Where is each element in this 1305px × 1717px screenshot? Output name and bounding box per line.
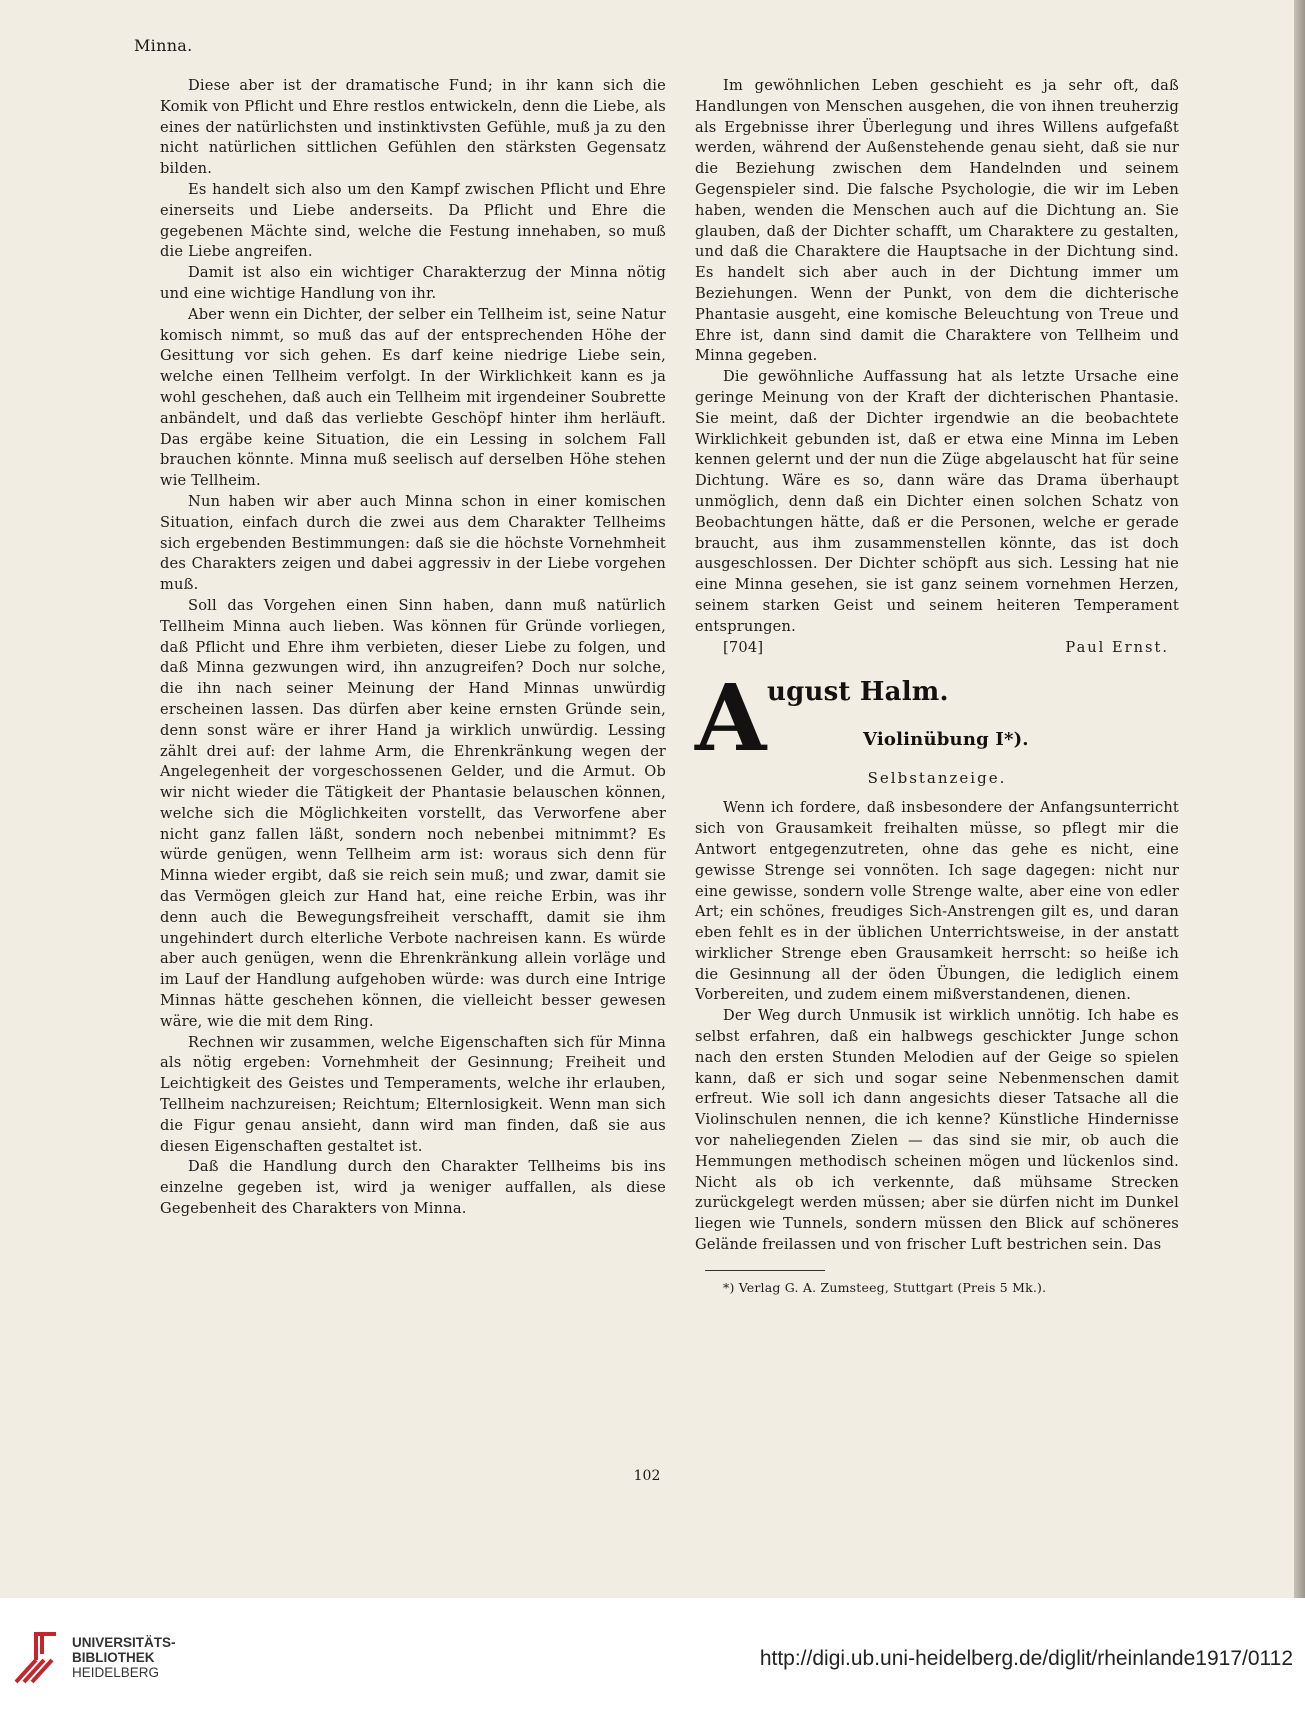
paragraph: Nun haben wir aber auch Minna schon in einer komischen Situation, einfach durch die zwei aus dem Charakter Tellheims sich ergebenden Bestimmungen: daß sie die höchste Vornehmheit des Charakters zeigen und dabei aggressiv in der Liebe vorgehen muß. xyxy=(160,492,666,594)
article-title: ugust Halm. xyxy=(767,677,949,708)
drop-cap: A xyxy=(695,664,767,773)
paragraph: Daß die Handlung durch den Charakter Tellheims bis ins einzelne gegeben ist, wird ja weniger auffallen, als diese Gegebenheit des Charakters von Minna. xyxy=(160,1158,666,1218)
source-url-link[interactable]: http://digi.ub.uni-heidelberg.de/diglit/rheinlande1917/0112 xyxy=(759,1647,1293,1670)
page-edge xyxy=(1294,0,1305,1598)
library-name-line: UNIVERSITÄTS- xyxy=(72,1635,176,1650)
library-name-line: BIBLIOTHEK xyxy=(72,1650,155,1665)
library-logo-icon xyxy=(12,1626,60,1686)
running-head: Minna. xyxy=(134,36,193,55)
paragraph: Die gewöhnliche Auffassung hat als letzte Ursache eine geringe Meinung von der Kraft der dichterischen Phantasie. Sie meint, daß der Dichter irgendwie an die beobachtete Wirklichkeit gebunden ist, daß er etwa eine Minna im Leben kennen gelernt und der nun die Züge abgelauscht hat für seine Dichtung. Wäre es so, dann wäre das Drama überhaupt unmöglich, denn daß ein Dichter einen solchen Schatz von Beobachtungen hätte, daß er die Personen, welche er gerade braucht, aus ihm zusammenstellen könnte, das ist doch ausgeschlossen. Der Dichter schöpft aus sich. Lessing hat nie eine Minna gesehen, sie ist ganz seinem vornehmen Herzen, seinem starken Geist und seinem heiteren Temperament entsprungen. xyxy=(695,368,1179,635)
paragraph: Damit ist also ein wichtiger Charakterzug der Minna nötig und eine wichtige Handlung von ihr. xyxy=(160,264,666,302)
paragraph: Es handelt sich also um den Kampf zwischen Pflicht und Ehre einerseits und Liebe anderseits. Da Pflicht und Ehre die gegebenen Mächte sind, welche die Festung innehaben, so muß die Liebe angreifen. xyxy=(160,180,666,261)
author-signature: Paul Ernst. xyxy=(1065,638,1169,656)
article-subtitle: Violinübung I*). xyxy=(863,729,1029,751)
reference-number: [704] xyxy=(723,638,764,656)
footnote: *) Verlag G. A. Zumsteeg, Stuttgart (Preis 5 Mk.). xyxy=(723,1279,1047,1295)
paragraph: Der Weg durch Unmusik ist wirklich unnötig. Ich habe es selbst erfahren, daß ein halbwegs geschickter Junge schon nach den ersten Stunden Melodien auf der Geige so spielen kann, daß er sich und sogar seine Nebenmenschen damit erfreut. Wie soll ich dann angesichts dieser Tatsache all die Violinschulen nennen, die ich kenne? Künstliche Hindernisse vor naheliegenden Zielen — das sind sie mir, ob auch die Hemmungen methodisch scheinen mögen und lückenlos sind. Nicht als ob ich verkennte, daß mühsame Strecken zurückgelegt werden müssen; aber sie dürfen nicht im Dunkel liegen wie Tunnels, sondern müssen den Blick auf schöneres Gelände freilassen und von frischer Luft bestrichen sein. Das xyxy=(695,1007,1179,1254)
page-number: 102 xyxy=(633,1468,661,1484)
signature-line xyxy=(695,638,1179,659)
right-column xyxy=(695,76,1179,1296)
library-name-line: HEIDELBERG xyxy=(72,1665,160,1680)
footnote-divider xyxy=(705,1270,825,1271)
paragraph: Im gewöhnlichen Leben geschieht es ja sehr oft, daß Handlungen von Menschen ausgehen, die von ihnen treuherzig als Ergebnisse ihrer Überlegung und ihres Willens aufgefaßt werden, während der Außenstehende genau sieht, daß sie nur die Beziehung zwischen dem Handelnden und seinem Gegenspieler sind. Die falsche Psychologie, die wir im Leben haben, wenden die Menschen auch auf die Dichtung an. Sie glauben, daß der Dichter schafft, um Charaktere zu gestalten, und daß die Charaktere die Hauptsache in der Dichtung sind. Es handelt sich aber auch in der Dichtung immer um Beziehungen. Wenn der Punkt, von dem die dichterische Phantasie ausgeht, eine komische Beleuchtung von Treue und Ehre ist, dann sind damit die Charaktere von Tellheim und Minna gegeben. xyxy=(695,77,1179,365)
paragraph: Wenn ich fordere, daß insbesondere der Anfangsunterricht sich von Grausamkeit freihalten müsse, so pflegt mir die Antwort entgegenzutreten, ohne das gehe es nicht, eine gewisse Strenge sei vonnöten. Ich sage dagegen: nicht nur eine gewisse, sondern volle Strenge walte, aber eine von edler Art; ein schönes, freudiges Sich-Anstrengen gilt es, und daran eben fehlt es in der üblichen Unterrichtsweise, in der anstatt wirklicher Strenge eben Grausamkeit herrscht: so heiße ich die Gesinnung all der öden Übungen, die lediglich einem Vorbereiten, und zudem einem mißverstandenen, dienen. xyxy=(695,799,1179,1004)
paragraph: Rechnen wir zusammen, welche Eigenschaften sich für Minna als nötig ergeben: Vornehmheit der Gesinnung; Freiheit und Leichtigkeit des Geistes und Temperaments, welche ihr erlauben, Tellheim nachzureisen; Reichtum; Elternlosigkeit. Wenn man sich die Figur genau ansieht, dann wird man finden, daß sie aus diesen Eigenschaften gestaltet ist. xyxy=(160,1033,666,1155)
paragraph: Aber wenn ein Dichter, der selber ein Tellheim ist, seine Natur komisch nimmt, so muß das auf der entsprechenden Höhe der Gesittung vor sich gehen. Es darf keine niedrige Liebe sein, welche einen Tellheim verfolgt. In der Wirklichkeit kann es ja wohl geschehen, daß auch ein Tellheim mit irgendeiner Soubrette anbändelt, und daß das verliebte Geschöpf hinter ihm herläuft. Das ergäbe keine Situation, die ein Lessing in solchem Fall brauchen könnte. Minna muß seelisch auf derselben Höhe stehen wie Tellheim. xyxy=(160,305,666,490)
paragraph: Diese aber ist der dramatische Fund; in ihr kann sich die Komik von Pflicht und Ehre restlos entwickeln, denn die Liebe, als eines der natürlichsten und instinktivsten Gefühle, muß ja zu den nicht natürlichen sittlichen Gefühlen den stärksten Gegensatz bilden. xyxy=(160,77,666,178)
left-column xyxy=(160,76,666,1220)
article-header xyxy=(695,664,1179,798)
library-name xyxy=(72,1635,176,1680)
footer-bar xyxy=(0,1598,1305,1717)
paragraph: Soll das Vorgehen einen Sinn haben, dann muß natürlich Tellheim Minna auch lieben. Was können für Gründe vorliegen, daß Pflicht und Ehre ihm verbieten, dieser Liebe zu folgen, und daß Minna gezwungen wird, ihn anzugreifen? Doch nur solche, die ihn nach seiner Meinung der Hand Minnas unwürdig erscheinen lassen. Das dürfen aber keine ernsten Gründe sein, denn sonst wäre er ihrer Hand ja wirklich unwürdig. Lessing zählt drei auf: der lahme Arm, die Ehrenkränkung wegen der Angelegenheit der vorgeschossenen Gelder, und die Armut. Ob wir nicht wieder die Tätigkeit der Phantasie belauschen können, welche sich die Möglichkeiten vorstellt, das Verworfene aber nicht ganz fallen läßt, sondern noch nebenbei mitnimmt? Es würde genügen, wenn Tellheim arm ist: woraus sich denn für Minna wieder ergibt, daß sie reich sein muß; und zwar, damit sie das Vermögen gleich zur Hand hat, eine reiche Erbin, was ihr denn auch die Bewegungsfreiheit verschafft, damit sie ihm ungehindert durch elterliche Verbote nachreisen kann. Es würde aber auch genügen, wenn die Ehrenkränkung allein vorläge und im Lauf der Handlung aufgehoben würde: was durch eine Intrige Minnas hätte geschehen können, die vielleicht besser gewesen wäre, wie die mit dem Ring. xyxy=(160,596,666,1030)
article-label: Selbstanzeige. xyxy=(867,769,1007,788)
